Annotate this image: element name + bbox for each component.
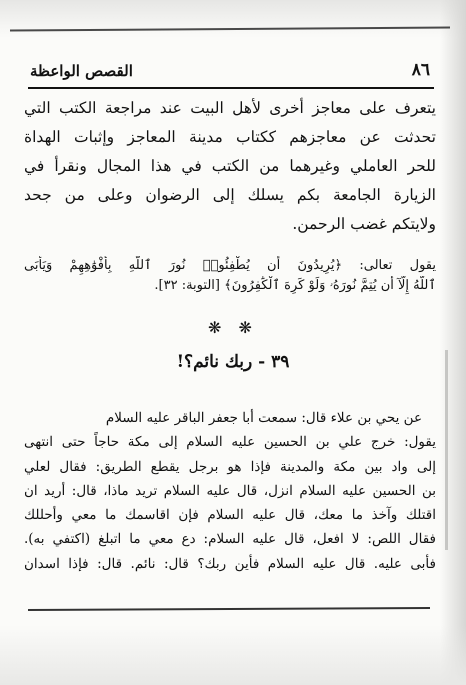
page-fold-mark — [445, 350, 448, 550]
quran-quote — [24, 256, 436, 296]
running-title: القصص الواعظة — [30, 62, 133, 80]
text-line: للحر العاملي وغيرهما من الكتب في هذا المجال ونقرأ في — [24, 157, 436, 175]
text-line: الزيارة الجامعة بكم يسلك إلى الرضوان وعلى من جحد — [24, 186, 436, 204]
text-line: يقول: خرج علي بن الحسين عليه السلام إلى مكة حاجاً حتى انتهى — [24, 434, 436, 451]
header-rule — [28, 87, 434, 89]
bottom-rule — [28, 607, 430, 611]
section-ornament: ❋ ❋ — [208, 318, 258, 337]
text-line: فقال اللص: لا افعل، قال عليه السلام: دع معي ما اتبلغ (اكتفي به). — [24, 531, 436, 548]
scan-shadow-top — [0, 0, 466, 38]
page-header — [30, 60, 430, 86]
text-line: عن يحي بن علاء قال: سمعت أبا جعفر الباقر عليه السلام — [105, 410, 422, 426]
text-line: اقتلك وآخذ ما معك، قال عليه السلام فإن اقاسمك ما معي وأحللك — [24, 507, 436, 524]
text-line: تحدثت عن معاجزهم ككتاب مدينة المعاجز وإثبات الهداة — [24, 128, 436, 146]
page-number: ٨٦ — [411, 60, 430, 80]
paragraph-1 — [24, 94, 436, 239]
text-line: إلى واد بين مكة والمدينة فإذا هو برجل يقطع الطريق: فقال لعلي — [24, 458, 436, 475]
text-line: يتعرف على معاجز أخرى لأهل البيت عند مراجعة الكتب التي — [24, 99, 436, 117]
scan-shadow-bottom — [0, 625, 466, 685]
quote-line: يقول تعالى: ﴿يُرِيدُونَ أَن يُطْفِئُوا۟ نُورَ ٱللَّهِ بِأَفْوَٰهِهِمْ وَيَأْبَى — [24, 258, 436, 273]
text-line: ولايتكم غضب الرحمن. — [292, 215, 436, 233]
scan-shadow-right — [440, 0, 466, 685]
text-line: بن الحسين عليه السلام انزل، قال عليه السلام تريد ماذا، قال: أريد ان — [24, 482, 436, 499]
text-line: فأبى عليه. قال عليه السلام فأين ربك؟ قال: نائم. قال: فإذا اسدان — [24, 555, 436, 572]
quote-line: ٱللَّهُ إِلَّآ أَن يُتِمَّ نُورَهُۥ وَلَوْ كَرِهَ ٱلْكَٰفِرُونَ﴾ [التوبة: ٣٢]. — [154, 278, 436, 293]
section-title: ٣٩ - ربك نائم؟! — [176, 352, 290, 372]
paragraph-2 — [24, 406, 436, 576]
